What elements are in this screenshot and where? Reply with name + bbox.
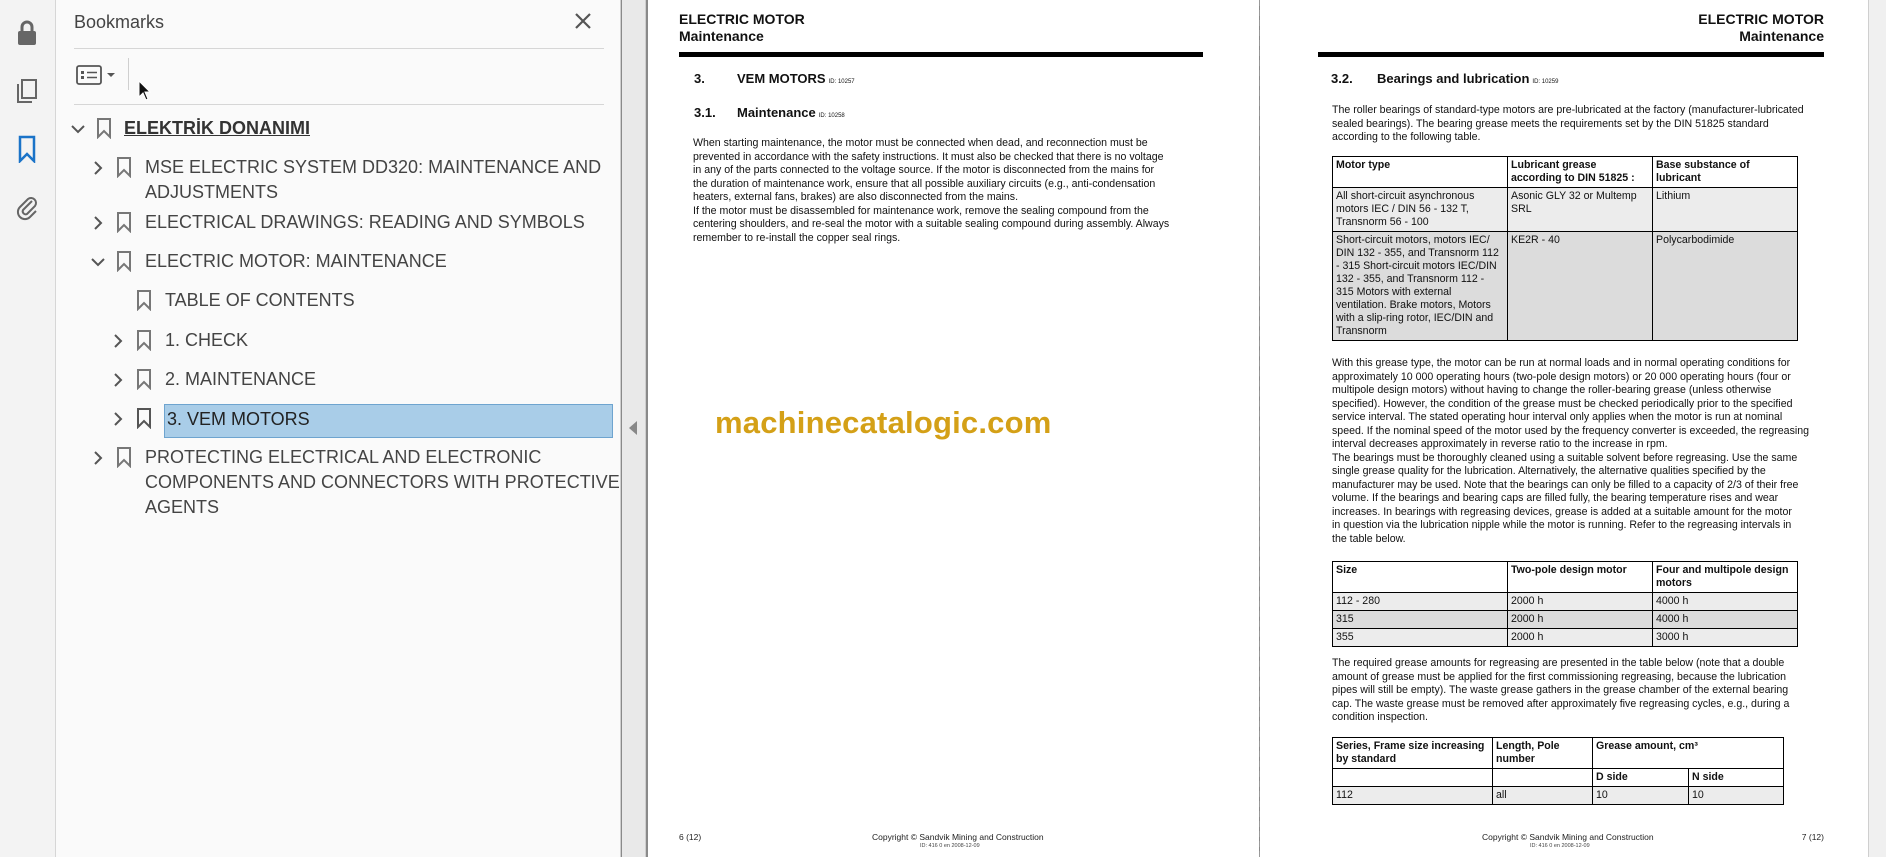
divider [128, 58, 129, 90]
bookmark-options-button[interactable] [76, 62, 122, 88]
mouse-cursor-icon [138, 80, 152, 107]
page-header-title: ELECTRIC MOTOR [1698, 11, 1824, 27]
bookmark-electrical-drawings[interactable]: ELECTRICAL DRAWINGS: READING AND SYMBOLS [145, 212, 585, 232]
panel-collapse-handle[interactable] [622, 0, 646, 857]
bookmark-icon [116, 156, 132, 178]
bookmark-protecting-electrical[interactable]: PROTECTING ELECTRICAL AND ELECTRONIC COMPONENTS AND CONNECTORS WITH PROTECTIVE AGENTS [145, 447, 620, 517]
bookmark-table-of-contents[interactable]: TABLE OF CONTENTS [165, 290, 355, 310]
page-number: 7 (12) [1801, 832, 1824, 842]
section-number: 3. [694, 71, 705, 86]
page-header-subtitle: Maintenance [1739, 28, 1824, 44]
lock-icon[interactable] [12, 18, 42, 48]
header-rule [1318, 52, 1824, 57]
table-row: Short-circuit motors, motors IEC/ DIN 132 - 355, and Transnorm 112 - 315 Short-circuit motors IEC/DIN 132 - 355, and Transnorm 112 - 315 Motors with external ventilation. Brake motors, Motors with a slip-ring rotor, IEC/DIN and Transnorm KE2R - 40 Polycarbodimide [1333, 232, 1798, 341]
chevron-down-icon[interactable] [70, 121, 86, 137]
paragraph: When starting maintenance, the motor must be connected when dead, and reconnection must be prevented in accordance with the safety instructions. It must also be checked that there is no voltage in any of the parts connected to the voltage source. If the motor is disconnected from the mains for the duration of maintenance work, ensure that all possible auxiliary circuits (e.g., anti-condensation heaters, external fans, brakes) are also disconnected from the mains. If the motor must be disassembled for maintenance work, remove the sealing compound from the centering shoulders, and re-seal the motor with a suitable sealing compound during assembly. Always remember to re-install the copper seal rings. [693, 137, 1170, 244]
close-icon[interactable] [572, 10, 596, 34]
bookmark-root[interactable]: ELEKTRİK DONANIMI [124, 118, 310, 138]
subsection-number: 3.1. [694, 105, 716, 120]
section-heading: VEM MOTORS ID: 10257 [737, 71, 855, 86]
watermark: machinecatalogic.com [715, 405, 1052, 440]
regreasing-interval-table: Size Two-pole design motor Four and multipole design motors 112 - 280 2000 h 4000 h 315 2000 h 4000 h 355 2000 h 3000 h [1332, 561, 1798, 647]
table-row: All short-circuit asynchronous motors IEC / DIN 56 - 132 T, Transnorm 56 - 100 Asonic GLY 32 or Multemp SRL Lithium [1333, 188, 1798, 232]
page-number: 6 (12) [679, 832, 702, 842]
options-list-icon [76, 64, 102, 86]
pages-icon[interactable] [12, 76, 42, 106]
bookmark-vem-motors[interactable]: 3. VEM MOTORS [167, 409, 310, 429]
page-header-subtitle: Maintenance [679, 28, 764, 44]
chevron-right-icon[interactable] [90, 450, 106, 466]
bookmark-icon [116, 250, 132, 272]
bookmark-icon [136, 329, 152, 351]
chevron-down-icon [106, 71, 116, 79]
divider [74, 104, 604, 105]
paragraph: The roller bearings of standard-type motors are pre-lubricated at the factory (manufacturer-lubricated sealed bearings). The bearing grease meets the requirements set by the DIN 51825 standard according to the following table. [1332, 104, 1804, 143]
tool-rail [0, 0, 56, 857]
section-heading: Bearings and lubrication ID: 10259 [1377, 71, 1559, 86]
panel-title: Bookmarks [74, 12, 165, 32]
chevron-right-icon[interactable] [90, 215, 106, 231]
bookmark-maintenance[interactable]: 2. MAINTENANCE [165, 369, 317, 389]
chevron-right-icon[interactable] [110, 411, 126, 427]
paragraph: With this grease type, the motor can be run at normal loads and in normal operating conditions for approximately 10 000 operating hours (two-pole design motors) or 20 000 operating hours (four or multipole design motors) without having to change the roller-bearing grease (unless otherwise specified). However, the condition of the grease must be checked periodically prior to the specified service interval. The stated operating hour interval only applies when the motor is run at nominal speed. If the nominal speed of the motor used by the frequency converter is exceeded, the regreasing interval decreases approximately in reverse ratio to the increase in rpm. The bearings must be thoroughly cleaned using a suitable solvent before regreasing. Use the same single grease quality for the lubrication. Alternatively, the alternative qualities specified by the manufacturer may be used. Note that the bearings can only be filled to a capacity of 2/3 of their free volume. If the bearings and bearing caps are filled fully, the bearing temperature rises and wear increases. In bearings with regreasing devices, grease is added at a suitable amount for the motor in question via the lubrication nipple while the motor is running. Refer to the regreasing intervals in the table below. [1332, 357, 1810, 545]
collapse-arrow-icon [629, 421, 637, 435]
bookmark-icon [96, 117, 112, 139]
table-row: 112 - 280 2000 h 4000 h [1333, 593, 1798, 611]
page-header-title: ELECTRIC MOTOR [679, 11, 805, 27]
chevron-right-icon[interactable] [110, 333, 126, 349]
lubricant-table: Motor type Lubricant grease according to DIN 51825 : Base substance of lubricant All short-circuit asynchronous motors IEC / DIN 56 - 132 T, Transnorm 56 - 100 Asonic GLY 32 or Multemp SRL Lithium Short-circuit motors, motors IEC/ DIN 132 - 355, and Transnorm 112 - 315 Short-circuit motors IEC/DIN 132 - 355, and Transnorm 112 - 315 Motors with external ventilation. Brake motors, Motors with a slip-ring rotor, IEC/DIN and Transnorm KE2R - 40 Polycarbodimide [1332, 156, 1798, 341]
bookmark-icon [116, 446, 132, 468]
attachment-icon[interactable] [12, 192, 42, 222]
table-row: 355 2000 h 3000 h [1333, 629, 1798, 647]
bookmark-panel-icon[interactable] [12, 134, 42, 164]
chevron-right-icon[interactable] [90, 160, 106, 176]
chevron-down-icon[interactable] [90, 254, 106, 270]
subsection-heading: Maintenance ID: 10258 [737, 105, 845, 120]
copyright: Copyright © Sandvik Mining and Construction [1482, 832, 1654, 842]
doc-id: ID: 416 0 en 2008-12-09 [1530, 843, 1590, 849]
grease-amount-table: Series, Frame size increasing by standard Length, Pole number Grease amount, cm³ D side N side 112 all 10 10 [1332, 737, 1784, 805]
bookmark-icon [136, 289, 152, 311]
copyright: Copyright © Sandvik Mining and Construction [872, 832, 1044, 842]
table-row: 315 2000 h 4000 h [1333, 611, 1798, 629]
table-row: 112 all 10 10 [1333, 787, 1784, 805]
section-number: 3.2. [1331, 71, 1353, 86]
bookmark-check[interactable]: 1. CHECK [165, 330, 249, 350]
bookmark-icon [136, 407, 152, 429]
paragraph: The required grease amounts for regreasing are presented in the table below (note that a double amount of grease must be applied for the first commissioning regreasing, because the lubrication pipes will still be empty). The waste grease gathers in the grease chamber of the external bearing cap. The waste grease must be removed after approximately five regreasing cycles, e.g., during a condition inspection. [1332, 657, 1790, 723]
bookmark-electric-motor[interactable]: ELECTRIC MOTOR: MAINTENANCE [145, 251, 447, 271]
divider [74, 48, 604, 49]
chevron-right-icon[interactable] [110, 372, 126, 388]
bookmark-icon [136, 368, 152, 390]
vertical-scrollbar[interactable] [1868, 0, 1886, 857]
doc-id: ID: 416 0 en 2008-12-09 [920, 843, 980, 849]
document-page-7 [1260, 0, 1868, 857]
bookmark-mse-electric[interactable]: MSE ELECTRIC SYSTEM DD320: MAINTENANCE AND ADJUSTMENTS [145, 157, 602, 202]
header-rule [679, 52, 1203, 57]
bookmark-icon [116, 211, 132, 233]
